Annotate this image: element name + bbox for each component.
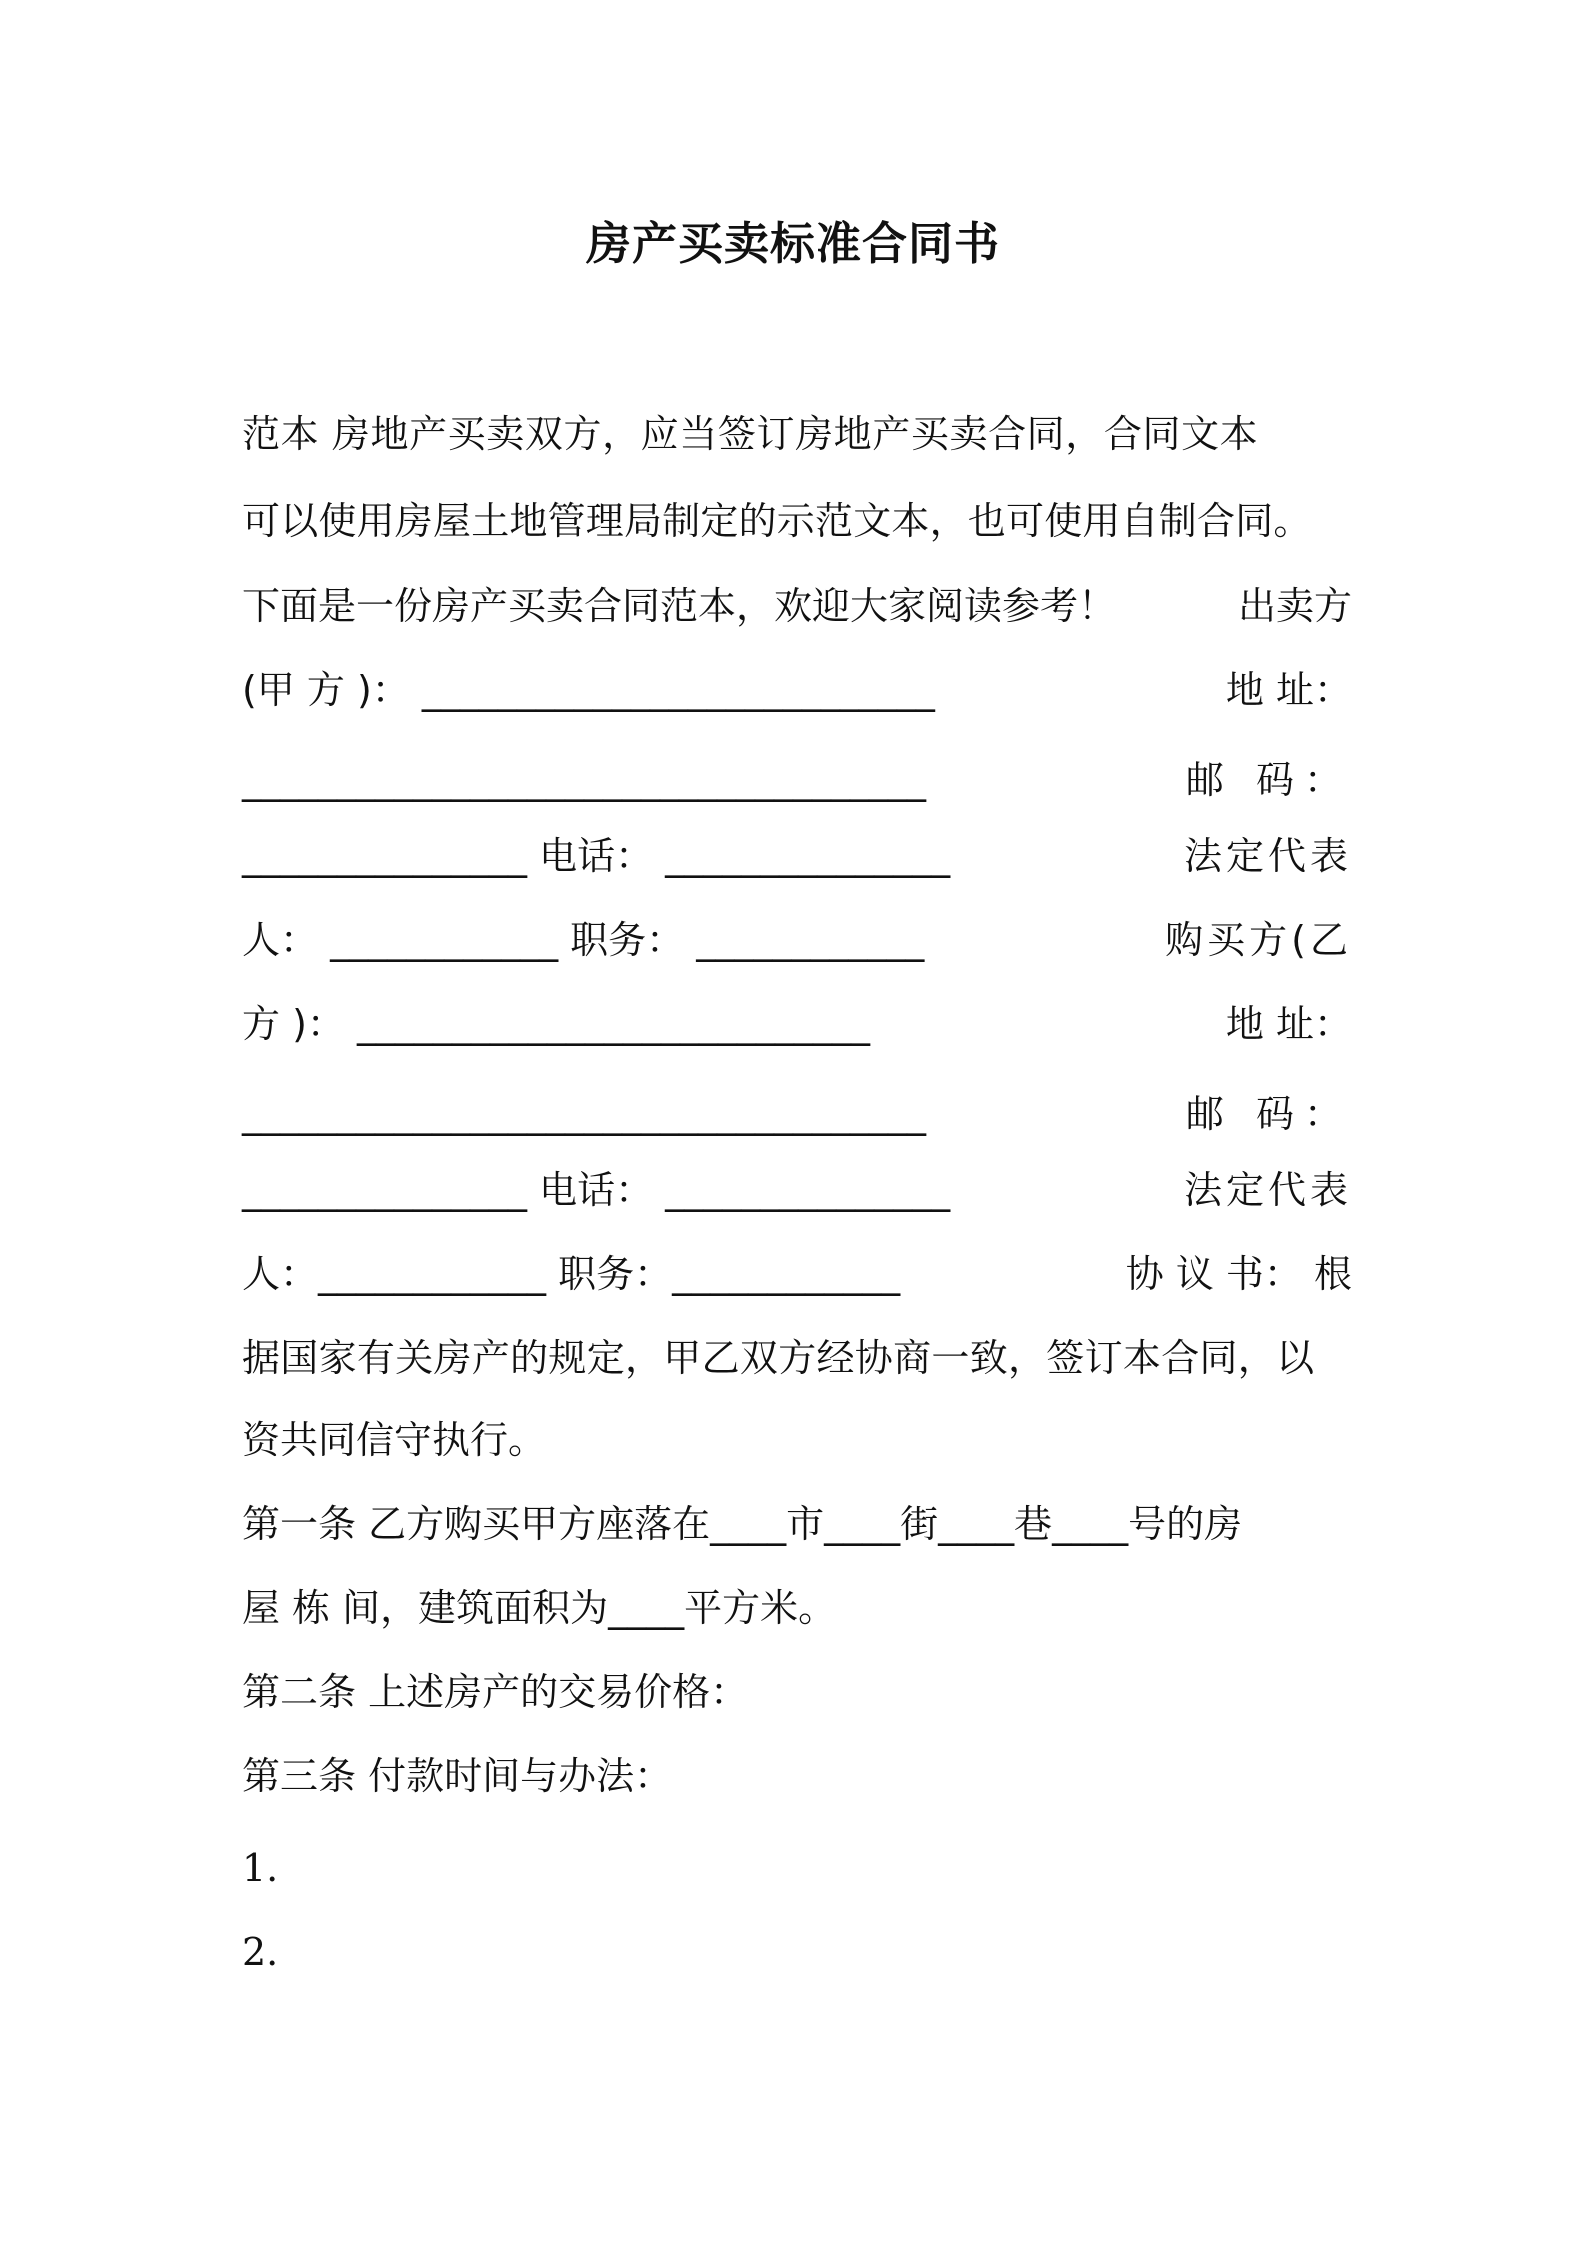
seller-address-field: ____________________________________: [242, 758, 926, 802]
line-text: 资共同信守执行。: [242, 1418, 547, 1462]
buyer-phone-field: _______________ 电话： _______________: [242, 1168, 951, 1212]
article-1-text-cont: 屋 栋 间，建筑面积为____平方米。: [242, 1586, 837, 1630]
line-text: 下面是一份房产买卖合同范本，欢迎大家阅读参考！: [242, 584, 1117, 628]
list-item: [242, 1838, 1352, 1898]
agreement-label: 协 议 书： 根: [1125, 1252, 1352, 1296]
line-text: 可以使用房屋土地管理局制定的示范文本，也可使用自制合同。: [242, 499, 1312, 543]
buyer-label: 购买方(乙: [1165, 918, 1352, 962]
buyer-legal-rep-label: 法定代表: [1183, 1168, 1352, 1212]
list-item-number: 1.: [242, 1846, 279, 1890]
contract-title: 房产买卖标准合同书: [585, 217, 1000, 270]
article-1-cont: [242, 1578, 1352, 1638]
form-line-seller: [242, 660, 1352, 720]
form-line-seller-postcode: [242, 750, 1352, 810]
form-line-buyer-postcode: [242, 1084, 1352, 1144]
seller-postcode-label: 邮 码：: [1185, 758, 1352, 802]
text-line: [242, 1410, 1352, 1470]
seller-name-field: (甲 方 )： ___________________________: [242, 668, 935, 712]
buyer-name-field: 方 )： ___________________________: [242, 1002, 870, 1046]
form-line-buyer-rep: [242, 1244, 1352, 1304]
seller-address-label: 地 址：: [1225, 668, 1352, 712]
seller-phone-field: _______________ 电话： _______________: [242, 834, 951, 878]
list-item: [242, 1922, 1352, 1982]
seller-legal-rep-label: 法定代表: [1183, 834, 1352, 878]
article-3: [242, 1746, 1352, 1806]
form-line-seller-rep: [242, 910, 1352, 970]
form-line-seller-phone: [242, 826, 1352, 886]
list-item-number: 2.: [242, 1930, 279, 1974]
buyer-rep-field: 人：____________ 职务：____________: [242, 1252, 901, 1296]
article-1: [242, 1494, 1352, 1554]
line-text-right: 出卖方: [1237, 584, 1352, 628]
form-line-buyer: [242, 994, 1352, 1054]
seller-rep-field: 人： ____________ 职务： ____________: [242, 918, 925, 962]
article-1-text: 第一条 乙方购买甲方座落在____市____街____巷____号的房: [242, 1502, 1243, 1546]
article-3-text: 第三条 付款时间与办法：: [242, 1754, 673, 1798]
form-line-buyer-phone: [242, 1160, 1352, 1220]
buyer-address-field: ____________________________________: [242, 1092, 926, 1136]
buyer-address-label: 地 址：: [1225, 1002, 1352, 1046]
line-text: 据国家有关房产的规定，甲乙双方经协商一致，签订本合同，以: [242, 1336, 1315, 1380]
article-2-text: 第二条 上述房产的交易价格：: [242, 1670, 749, 1714]
text-line: [242, 404, 1352, 464]
line-text: 范本 房地产买卖双方，应当签订房地产买卖合同，合同文本: [242, 412, 1259, 456]
text-line: [242, 1328, 1352, 1388]
buyer-postcode-label: 邮 码：: [1185, 1092, 1352, 1136]
article-2: [242, 1662, 1352, 1722]
text-line: [242, 491, 1352, 551]
text-line: [242, 576, 1352, 636]
